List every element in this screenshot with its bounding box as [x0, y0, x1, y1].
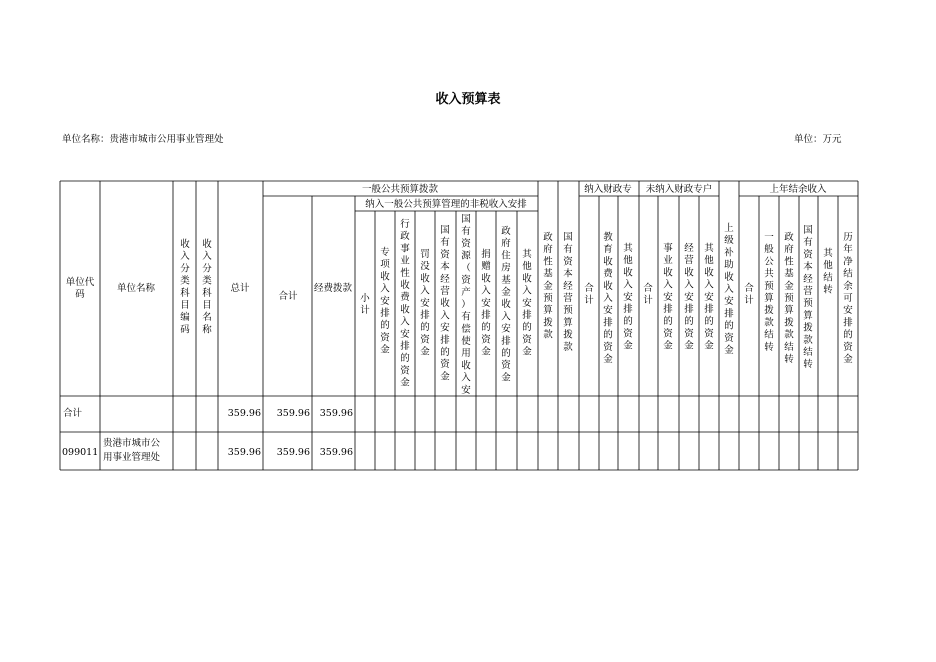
header-total: 总计 [230, 283, 250, 294]
header-carry-general: 一般公共预算拨款结转 [764, 232, 774, 353]
currency-unit-label: 单位：万元 [794, 134, 842, 145]
header-fines: 罚没收入安排的资金 [420, 249, 430, 358]
row-unit-name-line1: 贵港市城市公 [103, 438, 161, 449]
header-admin-fee: 行政事业性收费收入安排的资金 [400, 219, 410, 389]
header-education-fee: 教育收费收入安排的资金 [603, 232, 613, 365]
row-total-subtotal: 359.96 [276, 408, 310, 419]
row-unit-subtotal: 359.96 [276, 447, 310, 458]
row-total-total: 359.96 [227, 408, 261, 419]
row-unit-fund: 359.96 [319, 447, 353, 458]
header-category-code: 收入分类科目编码 [180, 239, 190, 336]
row-unit-name-line2: 用事业管理处 [103, 452, 161, 463]
row-total-fund: 359.96 [319, 408, 353, 419]
header-carry-gov-fund: 政府性基金预算拨款结转 [784, 232, 794, 365]
header-unit-code: 单位代码 [65, 277, 95, 300]
header-nontax-subtotal: 小计 [360, 293, 370, 317]
header-carry-state-capital: 国有资本经营预算拨款结转 [803, 225, 813, 371]
header-special-income: 专项收入安排的资金 [380, 247, 390, 356]
header-general-budget: 一般公共预算拨款 [361, 184, 439, 195]
unit-name-label: 单位名称：贵港市城市公用事业管理处 [62, 134, 224, 145]
header-carry-history: 历年净结余可安排的资金 [843, 232, 853, 365]
header-state-resource-paid: 国有资源（资产）有偿使用收入安 [461, 214, 471, 396]
page-title: 收入预算表 [435, 92, 501, 107]
header-nonfiscal-total: 合计 [643, 283, 653, 307]
header-carryover-group: 上年结余收入 [769, 184, 827, 195]
header-housing-fund: 政府住房基金收入安排的资金 [501, 226, 511, 384]
vertical-headers [66, 214, 854, 396]
header-other-income: 其他收入安排的资金 [522, 249, 532, 358]
header-superior-subsidy: 上级补助收入安排的资金 [724, 223, 734, 356]
header-gov-fund-budget: 政府性基金预算拨款 [543, 232, 553, 341]
header-nonfiscal-group: 未纳入财政专户 [645, 184, 713, 195]
header-operating-income: 经营收入安排的资金 [684, 243, 694, 352]
row-unit-total: 359.96 [227, 447, 261, 458]
header-category-name: 收入分类科目名称 [202, 239, 212, 336]
header-other-income-3: 其他收入安排的资金 [704, 243, 714, 352]
header-other-income-2: 其他收入安排的资金 [623, 243, 633, 352]
header-business-income: 事业收入安排的资金 [663, 243, 673, 352]
header-subtotal: 合计 [278, 291, 298, 302]
header-state-capital-operation: 国有资本经营收入安排的资金 [440, 225, 450, 383]
header-fund-appropriation: 经费拨款 [313, 283, 353, 294]
header-nontax-group: 纳入一般公共预算管理的非税收入安排 [365, 199, 527, 210]
header-fiscal-special-total: 合计 [584, 283, 594, 307]
row-total-code: 合计 [63, 408, 83, 419]
header-unit-name: 单位名称 [116, 283, 156, 294]
header-donation: 捐赠收入安排的资金 [481, 249, 491, 358]
row-unit-code: 099011 [62, 447, 99, 458]
header-state-capital-budget: 国有资本经营预算拨款 [563, 232, 573, 353]
header-carry-other: 其他结转 [823, 248, 833, 296]
header-carryover-total: 合计 [744, 283, 754, 307]
header-fiscal-special-group: 纳入财政专 [584, 184, 632, 195]
